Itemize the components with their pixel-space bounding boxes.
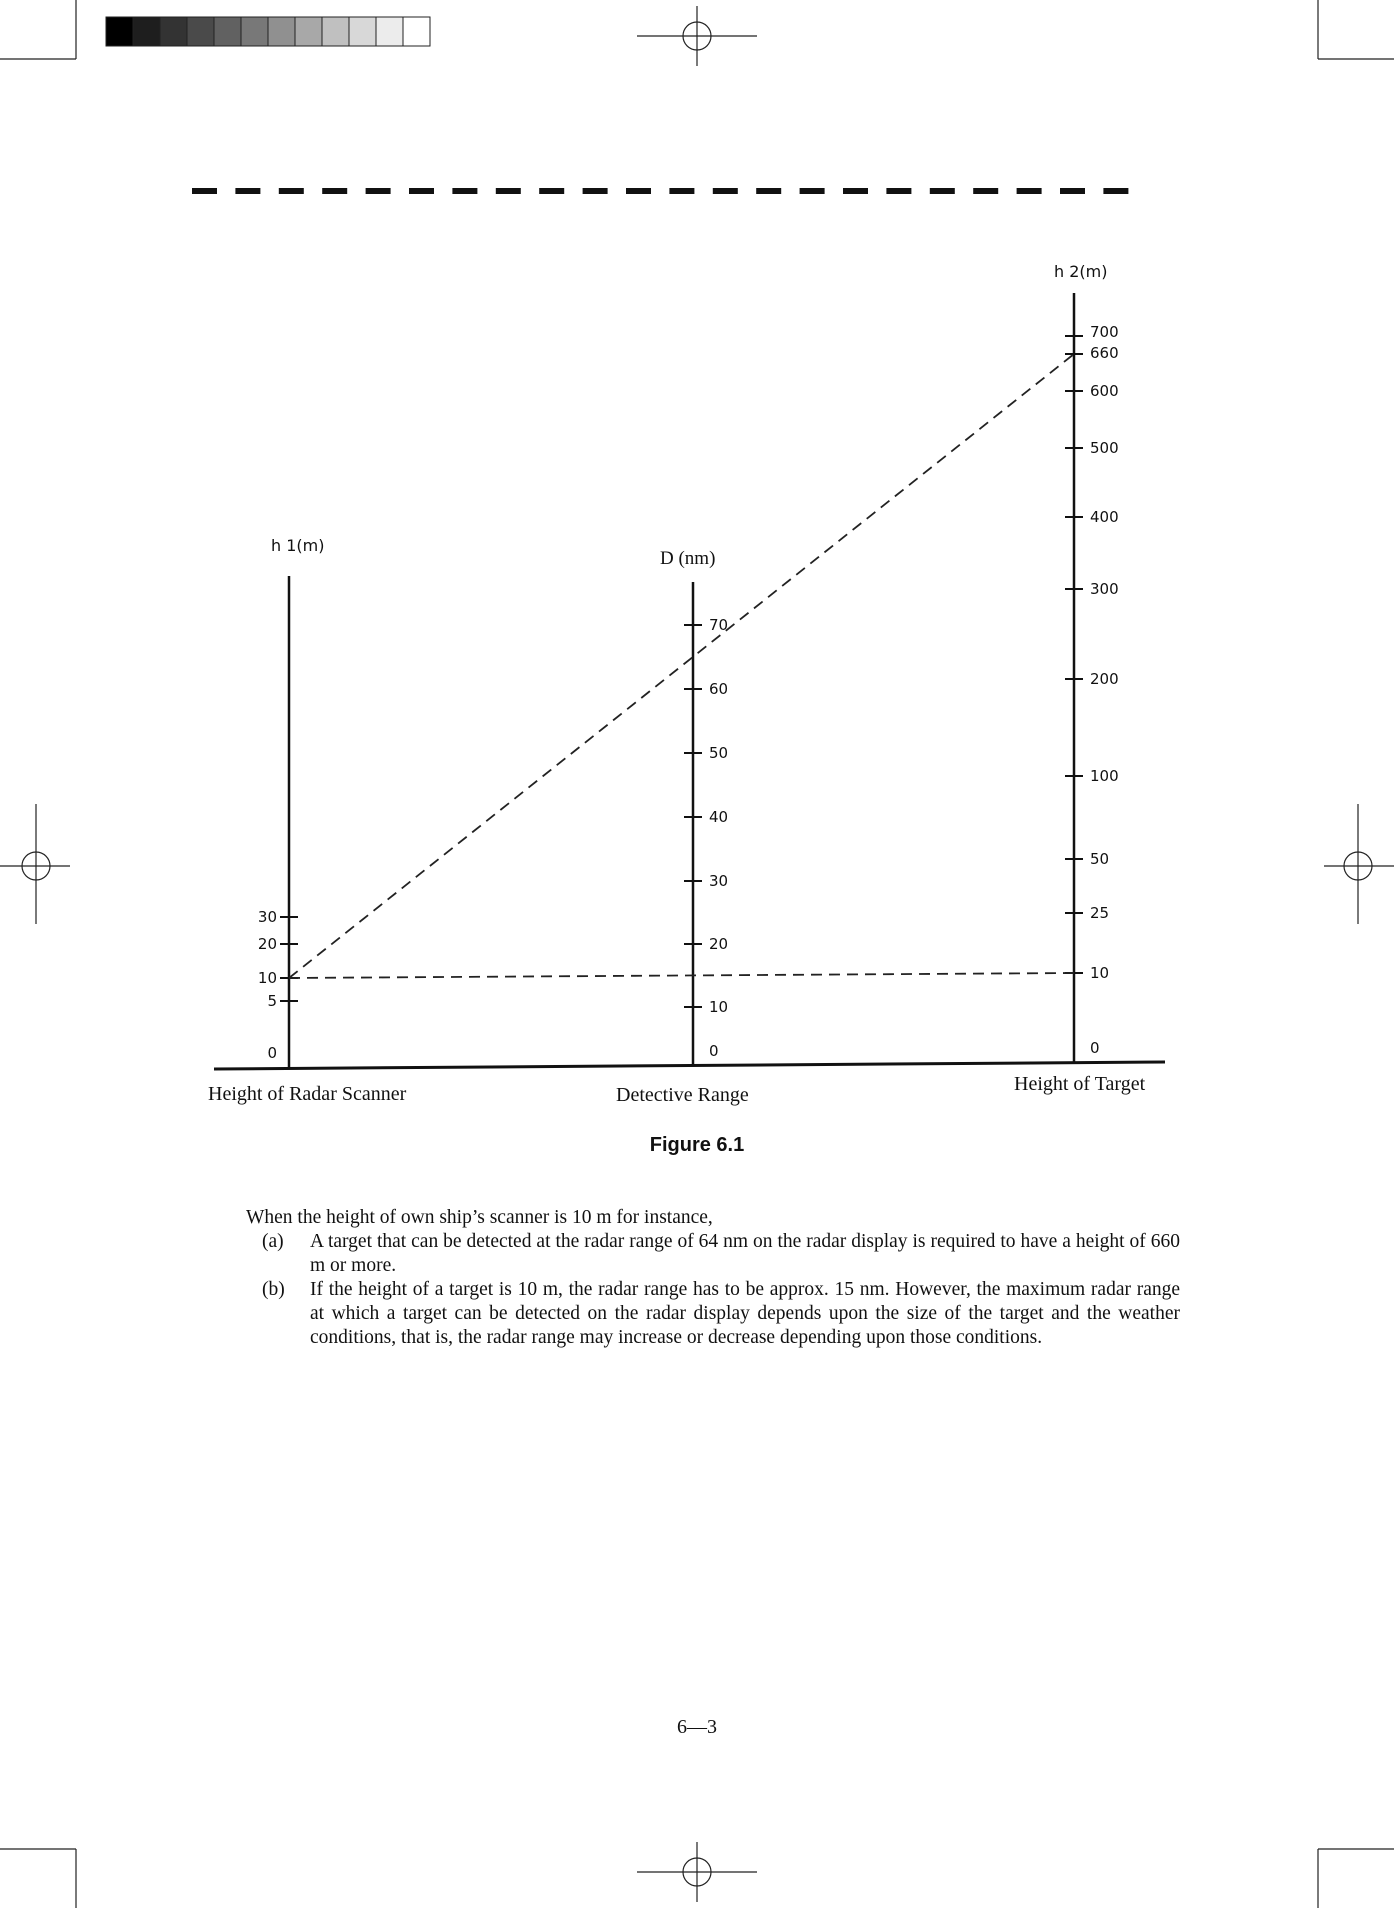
axis-d-tick-label: 0 bbox=[709, 1042, 719, 1060]
list-item-a bbox=[246, 1230, 1180, 1278]
axis-h1-tick-label: 5 bbox=[267, 992, 277, 1010]
axis-h2-tick-label: 100 bbox=[1090, 767, 1119, 785]
example-dashed-lines bbox=[289, 354, 1074, 978]
figure-caption: Figure 6.1 bbox=[649, 1134, 745, 1156]
axis-h2-tick-label: 600 bbox=[1090, 382, 1119, 400]
axis-d-bottom-label: Detective Range bbox=[616, 1084, 749, 1106]
axis-h2-tick-label: 400 bbox=[1090, 508, 1119, 526]
axis-h1-ticks bbox=[258, 908, 298, 1062]
axis-h1-tick-label: 20 bbox=[257, 935, 277, 953]
example-line-1 bbox=[289, 354, 1074, 978]
axis-d-tick-label: 10 bbox=[709, 998, 729, 1016]
axis-h1-tick-label: 30 bbox=[257, 908, 277, 926]
list-marker: (a) bbox=[262, 1231, 284, 1252]
axis-h2-tick-label: 660 bbox=[1090, 344, 1119, 362]
axis-h1-tick-label: 0 bbox=[267, 1044, 277, 1062]
axis-d-tick-label: 20 bbox=[709, 935, 729, 953]
intro-sentence: When the height of own ship’s scanner is 10 m for instance, bbox=[246, 1207, 713, 1228]
axis-d-tick-label: 70 bbox=[709, 616, 729, 634]
axis-h1-title: h 1(m) bbox=[271, 536, 325, 555]
axis-h2-tick-label: 50 bbox=[1090, 850, 1110, 868]
axis-h1-bottom-label: Height of Radar Scanner bbox=[208, 1083, 407, 1105]
axis-d-tick-label: 60 bbox=[709, 680, 729, 698]
page-number: 6—3 bbox=[677, 1716, 717, 1738]
axis-d-tick-label: 50 bbox=[709, 744, 729, 762]
axis-h2-tick-label: 0 bbox=[1090, 1039, 1100, 1057]
axis-d-ticks bbox=[684, 616, 728, 1060]
axis-d-title: D (nm) bbox=[660, 548, 716, 569]
axis-h2-tick-label: 500 bbox=[1090, 439, 1119, 457]
axis-h2-tick-label: 200 bbox=[1090, 670, 1119, 688]
axis-d-tick-label: 30 bbox=[709, 872, 729, 890]
axis-h2-bottom-label: Height of Target bbox=[1014, 1073, 1146, 1095]
axis-h2-tick-label: 300 bbox=[1090, 580, 1119, 598]
axis-h2-title: h 2(m) bbox=[1054, 262, 1108, 281]
list-item-b bbox=[246, 1278, 1180, 1350]
list-item-text: If the height of a target is 10 m, the radar range has to be approx. 15 nm. However, the maximum radar range at which a target can be detected on the radar display depends upon the size of the target and the weather conditions, that is, the radar range may increase or decrease depending upon those conditions. bbox=[310, 1279, 1180, 1348]
explanation-text bbox=[246, 1206, 1180, 1350]
list-marker: (b) bbox=[262, 1279, 285, 1300]
list-item-text: A target that can be detected at the radar range of 64 nm on the radar display is required to have a height of 660 m or more. bbox=[310, 1231, 1180, 1276]
axis-h1-tick-label: 10 bbox=[257, 969, 277, 987]
axis-h2-tick-label: 700 bbox=[1090, 323, 1119, 341]
axis-d-tick-label: 40 bbox=[709, 808, 729, 826]
baseline bbox=[214, 1062, 1165, 1069]
example-line-2 bbox=[289, 973, 1074, 978]
axis-h2-tick-label: 25 bbox=[1090, 904, 1110, 922]
axis-h2-tick-label: 10 bbox=[1090, 964, 1110, 982]
